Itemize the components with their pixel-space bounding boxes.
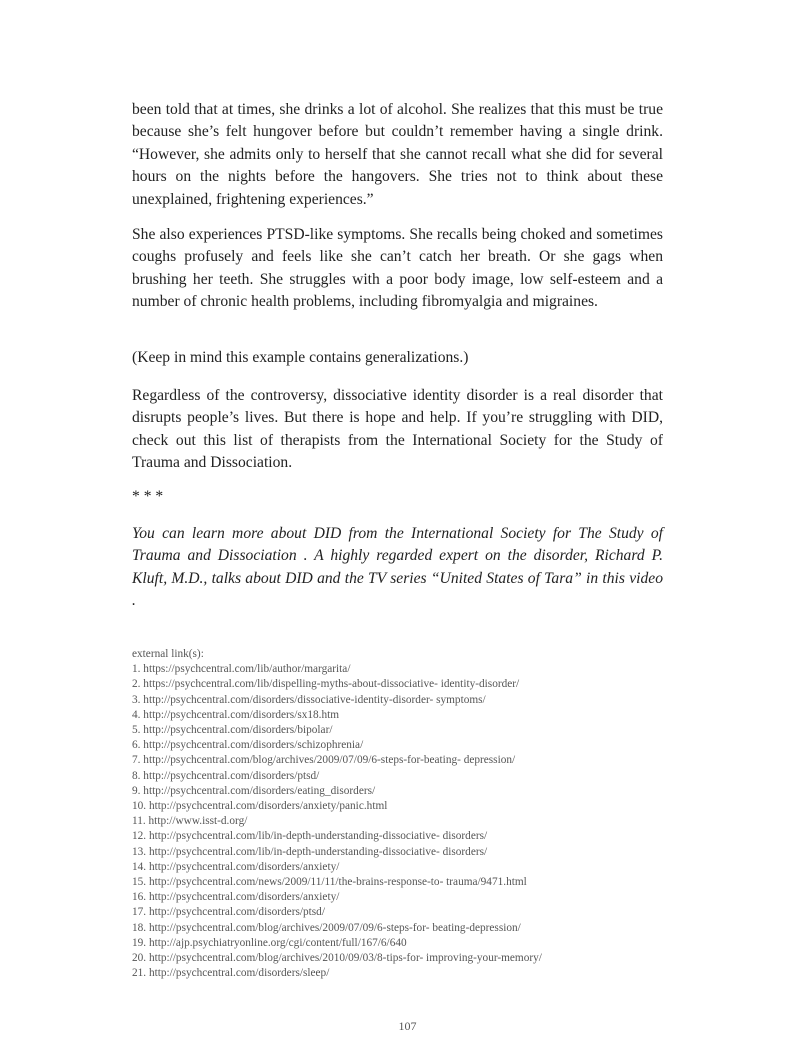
section-separator: * * * [132,488,164,505]
external-link[interactable]: 4. http://psychcentral.com/disorders/sx18.htm [132,708,340,721]
external-link[interactable]: 14. http://psychcentral.com/disorders/anxiety/ [132,860,340,873]
external-link[interactable]: 3. http://psychcentral.com/disorders/dissociative-identity-disorder- symptoms/ [132,693,486,706]
external-link[interactable]: 16. http://psychcentral.com/disorders/anxiety/ [132,891,340,904]
page-number: 107 [398,1019,417,1033]
paragraph: Regardless of the controversy, dissociative identity disorder is a real disorder that disrupts people’s lives. But there is hope and help. If you’re struggling with DID, check out this list of therapists from the International Society for the Study of Trauma and Dissociation. [132,387,663,472]
italic-note: You can learn more about DID from the International Society for The Study of Trauma and Dissociation . A highly regarded expert on the disorder, Richard P. Kluft, M.D., talks about DID and the TV series “United States of Tara” in this video . [132,525,663,610]
external-link[interactable]: 6. http://psychcentral.com/disorders/schizophrenia/ [132,739,364,752]
paragraph: (Keep in mind this example contains generalizations.) [132,349,469,366]
external-link[interactable]: 7. http://psychcentral.com/blog/archives/2009/07/09/6-steps-for-beating- depression/ [132,754,516,767]
external-link[interactable]: 19. http://ajp.psychiatryonline.org/cgi/content/full/167/6/640 [132,936,407,949]
external-link[interactable]: 12. http://psychcentral.com/lib/in-depth-understanding-dissociative- disorders/ [132,830,488,843]
external-link[interactable]: 5. http://psychcentral.com/disorders/bipolar/ [132,724,333,737]
external-link[interactable]: 20. http://psychcentral.com/blog/archives/2010/09/03/8-tips-for- improving-your-memory/ [132,952,542,965]
external-link[interactable]: 17. http://psychcentral.com/disorders/ptsd/ [132,906,325,919]
links-heading: external link(s): [132,648,204,660]
paragraph: been told that at times, she drinks a lot of alcohol. She realizes that this must be true because she’s felt hungover before but couldn’t remember having a single drink. “However, she admits only to herself that she cannot recall what she did for several hours on the nights before the hangovers. She tries not to think about these unexplained, frightening experiences.” [132,101,663,208]
external-link[interactable]: 11. http://www.isst-d.org/ [132,815,248,828]
external-link[interactable]: 2. https://psychcentral.com/lib/dispelling-myths-about-dissociative- identity-disorder/ [132,678,520,691]
external-link[interactable]: 18. http://psychcentral.com/blog/archives/2009/07/09/6-steps-for- beating-depression/ [132,921,521,934]
external-link[interactable]: 10. http://psychcentral.com/disorders/anxiety/panic.html [132,800,388,813]
external-links [132,647,542,981]
paragraph: She also experiences PTSD-like symptoms. She recalls being choked and sometimes coughs profusely and feels like she can’t catch her breath. Or she gags when brushing her teeth. She struggles with a poor body image, low self-esteem and a number of chronic health problems, including fibromyalgia and migraines. [132,226,663,311]
external-link[interactable]: 8. http://psychcentral.com/disorders/ptsd/ [132,769,320,782]
external-link[interactable]: 1. https://psychcentral.com/lib/author/margarita/ [132,663,351,676]
external-link[interactable]: 15. http://psychcentral.com/news/2009/11/11/the-brains-response-to- trauma/9471.html [132,876,527,889]
external-link[interactable]: 9. http://psychcentral.com/disorders/eating_disorders/ [132,784,376,797]
external-link[interactable]: 21. http://psychcentral.com/disorders/sleep/ [132,967,330,980]
external-link[interactable]: 13. http://psychcentral.com/lib/in-depth-understanding-dissociative- disorders/ [132,845,488,858]
